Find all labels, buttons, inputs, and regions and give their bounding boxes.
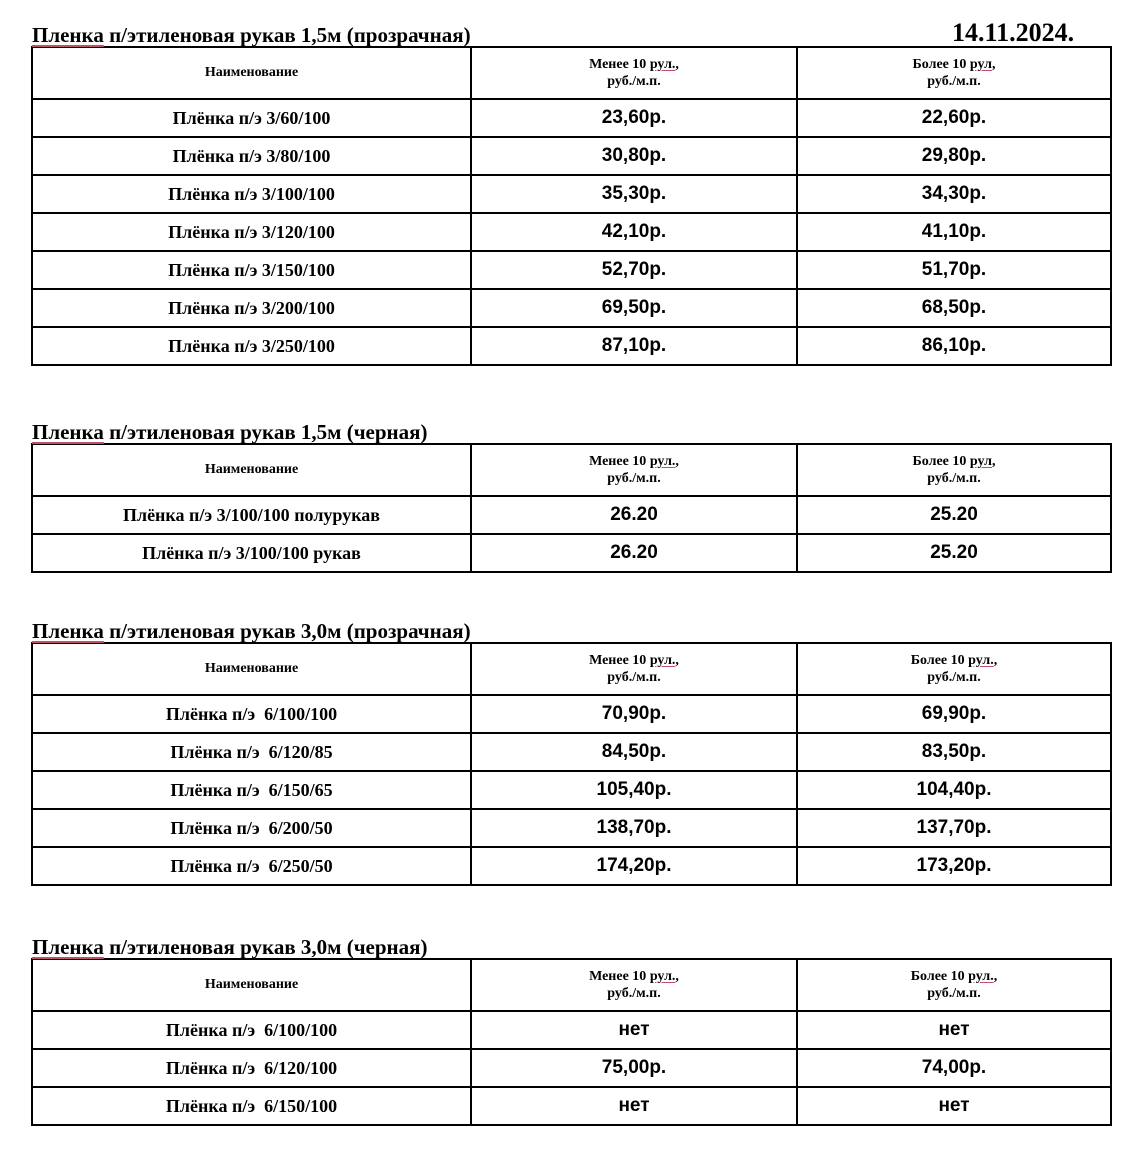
product-name: Плёнка п/э 3/100/100 рукав — [32, 534, 471, 572]
section-title — [32, 421, 1110, 443]
header-less-prefix: Менее 10 — [589, 653, 650, 668]
price-less-10: нет — [471, 1011, 797, 1049]
price-table — [31, 46, 1112, 366]
price-more-10: 86,10р. — [797, 327, 1111, 365]
column-header-name: Наименование — [32, 959, 471, 1011]
section-title-word: Пленка — [32, 935, 104, 959]
header-less-prefix: Менее 10 — [589, 454, 650, 469]
price-more-10: 83,50р. — [797, 733, 1111, 771]
price-more-10: 173,20р. — [797, 847, 1111, 885]
header-more-word: рул — [969, 57, 992, 72]
price-table — [31, 443, 1112, 573]
section-1-5m-transparent — [31, 24, 1110, 366]
price-more-10: 68,50р. — [797, 289, 1111, 327]
column-header-name: Наименование — [32, 643, 471, 695]
header-more-suffix: , — [993, 969, 998, 984]
price-less-10: 26.20 — [471, 534, 797, 572]
header-unit: руб./м.п. — [607, 670, 661, 685]
product-name-underlined: полурукав — [294, 504, 381, 525]
header-more-prefix: Более 10 — [910, 969, 969, 984]
product-name: Плёнка п/э 6/150/100 — [32, 1087, 471, 1125]
header-less-word: рул. — [649, 57, 676, 72]
column-header-less-10 — [471, 959, 797, 1011]
table-row — [32, 327, 1111, 365]
price-less-10: 174,20р. — [471, 847, 797, 885]
product-name — [32, 496, 471, 534]
product-name: Плёнка п/э 3/250/100 — [32, 327, 471, 365]
header-more-word: рул — [969, 454, 992, 469]
header-unit: руб./м.п. — [607, 74, 661, 89]
header-unit: руб./м.п. — [927, 471, 981, 486]
table-row — [32, 99, 1111, 137]
table-row — [32, 847, 1111, 885]
price-more-10: 34,30р. — [797, 175, 1111, 213]
section-1-5m-black — [31, 421, 1110, 573]
table-row — [32, 1087, 1111, 1125]
header-more-suffix: , — [993, 653, 998, 668]
price-less-10: 52,70р. — [471, 251, 797, 289]
table-row — [32, 175, 1111, 213]
header-unit: руб./м.п. — [607, 471, 661, 486]
section-title-rest: п/этиленовая рукав 1,5м (прозрачная) — [103, 23, 471, 47]
price-more-10: 137,70р. — [797, 809, 1111, 847]
column-header-more-10 — [797, 959, 1111, 1011]
price-less-10: 138,70р. — [471, 809, 797, 847]
table-row — [32, 1049, 1111, 1087]
price-less-10: 84,50р. — [471, 733, 797, 771]
price-more-10: 29,80р. — [797, 137, 1111, 175]
section-title-rest: п/этиленовая рукав 1,5м (черная) — [103, 420, 428, 444]
price-less-10: 87,10р. — [471, 327, 797, 365]
price-more-10: нет — [797, 1087, 1111, 1125]
product-name: Плёнка п/э 6/100/100 — [32, 695, 471, 733]
price-more-10: 51,70р. — [797, 251, 1111, 289]
section-title-rest: п/этиленовая рукав 3,0м (черная) — [103, 935, 428, 959]
price-less-10: 69,50р. — [471, 289, 797, 327]
product-name: Плёнка п/э 3/60/100 — [32, 99, 471, 137]
header-less-suffix: , — [675, 57, 679, 72]
header-less-prefix: Менее 10 — [589, 57, 650, 72]
header-more-suffix: , — [991, 454, 996, 469]
table-header-row — [32, 47, 1111, 99]
price-table — [31, 958, 1112, 1126]
price-more-10: 41,10р. — [797, 213, 1111, 251]
table-row — [32, 496, 1111, 534]
header-less-suffix: , — [675, 653, 679, 668]
header-less-prefix: Менее 10 — [589, 969, 650, 984]
header-unit: руб./м.п. — [607, 986, 661, 1001]
header-less-word: рул. — [649, 969, 676, 984]
section-title — [32, 620, 1110, 642]
price-more-10: 25.20 — [797, 496, 1111, 534]
header-less-word: рул. — [649, 454, 676, 469]
price-more-10: 104,40р. — [797, 771, 1111, 809]
document-date: 14.11.2024. — [952, 18, 1075, 47]
table-header-row — [32, 643, 1111, 695]
price-less-10: 75,00р. — [471, 1049, 797, 1087]
product-name: Плёнка п/э 3/200/100 — [32, 289, 471, 327]
product-name: Плёнка п/э 3/120/100 — [32, 213, 471, 251]
product-name: Плёнка п/э 6/250/50 — [32, 847, 471, 885]
table-header-row — [32, 959, 1111, 1011]
price-less-10: нет — [471, 1087, 797, 1125]
product-name: Плёнка п/э 3/150/100 — [32, 251, 471, 289]
header-more-word: рул. — [968, 969, 994, 984]
table-row — [32, 213, 1111, 251]
table-row — [32, 289, 1111, 327]
header-less-suffix: , — [675, 969, 679, 984]
header-unit: руб./м.п. — [927, 986, 981, 1001]
column-header-more-10 — [797, 643, 1111, 695]
price-less-10: 23,60р. — [471, 99, 797, 137]
price-more-10: 74,00р. — [797, 1049, 1111, 1087]
section-3-0m-transparent — [31, 620, 1110, 886]
product-name: Плёнка п/э 3/100/100 — [32, 175, 471, 213]
header-less-word: рул. — [649, 653, 676, 668]
price-less-10: 30,80р. — [471, 137, 797, 175]
product-name: Плёнка п/э 6/100/100 — [32, 1011, 471, 1049]
section-title-word: Пленка — [32, 619, 104, 643]
section-title-rest: п/этиленовая рукав 3,0м (прозрачная) — [103, 619, 471, 643]
table-row — [32, 251, 1111, 289]
price-less-10: 105,40р. — [471, 771, 797, 809]
header-more-suffix: , — [991, 57, 996, 72]
product-name: Плёнка п/э 6/150/65 — [32, 771, 471, 809]
table-row — [32, 137, 1111, 175]
column-header-more-10 — [797, 47, 1111, 99]
section-title — [32, 936, 1110, 958]
product-name: Плёнка п/э 3/80/100 — [32, 137, 471, 175]
product-name: Плёнка п/э 6/200/50 — [32, 809, 471, 847]
section-title — [32, 24, 1110, 46]
price-less-10: 35,30р. — [471, 175, 797, 213]
column-header-name: Наименование — [32, 444, 471, 496]
price-more-10: 69,90р. — [797, 695, 1111, 733]
table-row — [32, 809, 1111, 847]
product-name: Плёнка п/э 6/120/100 — [32, 1049, 471, 1087]
price-less-10: 70,90р. — [471, 695, 797, 733]
section-title-word: Пленка — [32, 23, 104, 47]
table-row — [32, 695, 1111, 733]
product-name-text: Плёнка п/э 3/100/100 — [122, 504, 295, 525]
column-header-less-10 — [471, 47, 797, 99]
price-more-10: нет — [797, 1011, 1111, 1049]
table-header-row — [32, 444, 1111, 496]
section-3-0m-black — [31, 936, 1110, 1126]
header-less-suffix: , — [675, 454, 679, 469]
header-unit: руб./м.п. — [927, 670, 981, 685]
column-header-more-10 — [797, 444, 1111, 496]
section-title-word: Пленка — [32, 420, 104, 444]
table-row — [32, 1011, 1111, 1049]
price-table — [31, 642, 1112, 886]
product-name: Плёнка п/э 6/120/85 — [32, 733, 471, 771]
price-less-10: 42,10р. — [471, 213, 797, 251]
column-header-name: Наименование — [32, 47, 471, 99]
header-more-prefix: Более 10 — [910, 653, 969, 668]
column-header-less-10 — [471, 444, 797, 496]
price-more-10: 22,60р. — [797, 99, 1111, 137]
column-header-less-10 — [471, 643, 797, 695]
header-more-prefix: Более 10 — [912, 454, 970, 469]
header-unit: руб./м.п. — [927, 74, 981, 89]
price-less-10: 26.20 — [471, 496, 797, 534]
table-row — [32, 534, 1111, 572]
table-row — [32, 733, 1111, 771]
table-row — [32, 771, 1111, 809]
price-more-10: 25.20 — [797, 534, 1111, 572]
header-more-prefix: Более 10 — [912, 57, 970, 72]
header-more-word: рул. — [968, 653, 994, 668]
